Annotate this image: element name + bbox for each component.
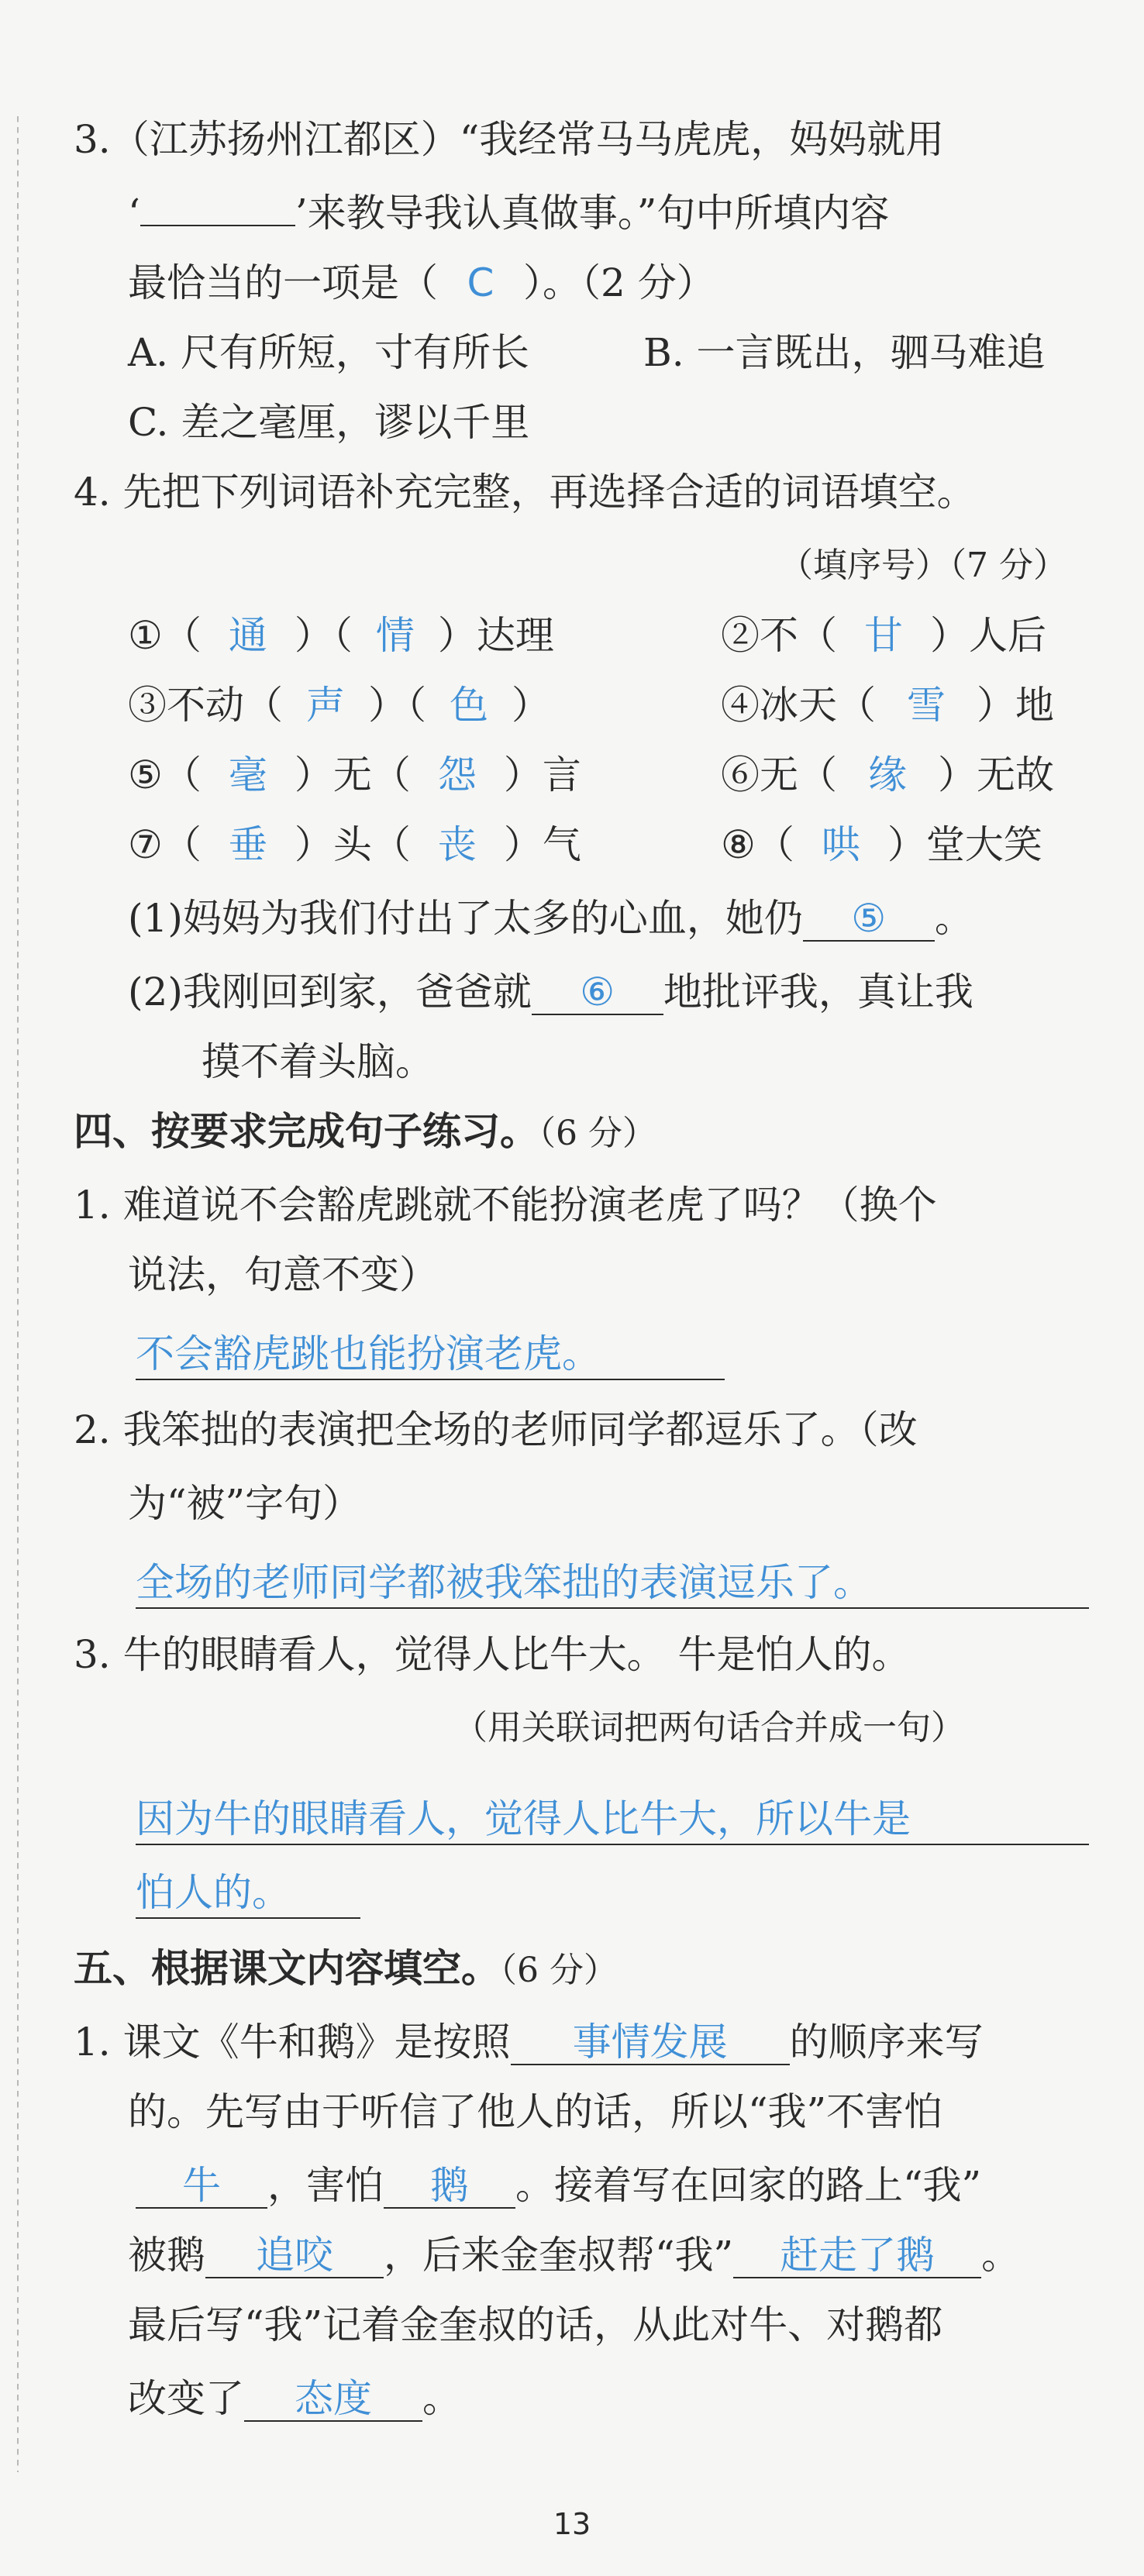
- text-fragment: (2)我刚回到家，爸爸就: [128, 969, 532, 1014]
- q4-item-8: [721, 821, 1042, 868]
- text-fragment: ）堂大笑: [887, 822, 1042, 867]
- text-fragment: ①（: [128, 613, 202, 658]
- q4-item-1-answer-2: 情: [375, 613, 415, 658]
- text-fragment: 。: [934, 896, 973, 941]
- text-fragment: ②不（: [721, 613, 837, 658]
- section-5-score: （6 分）: [500, 1951, 618, 1990]
- text-fragment: ⑤（: [128, 752, 202, 797]
- text-fragment: ③不动（: [128, 683, 283, 728]
- q4-item-1-answer-1: 通: [228, 613, 267, 658]
- sec5-line3: [136, 2162, 981, 2209]
- sec5-answer-drove-away: 赶走了鹅: [733, 2233, 981, 2278]
- text-fragment: ⑥无（: [721, 752, 837, 797]
- text-fragment: ）无故: [938, 752, 1054, 797]
- text-fragment: (1)妈妈为我们付出了太多的心血，她仍: [128, 896, 803, 941]
- q3-prompt: 最恰当的一项是（: [128, 260, 438, 305]
- section-5-title: 五、根据课文内容填空。: [74, 1946, 500, 1991]
- q3-line3: [128, 260, 715, 306]
- q3-score: ）。（2 分）: [523, 260, 715, 305]
- section-5-heading: [74, 1945, 618, 1994]
- text-fragment: 。: [981, 2233, 1021, 2278]
- q4-sentence-1-answer: ⑤: [803, 897, 935, 942]
- sec5-line5: 最后写“我”记着金奎叔的话，从此对牛、对鹅都: [128, 2302, 943, 2347]
- q4-item-5: [128, 752, 581, 798]
- q4-item-7-answer-1: 垂: [228, 822, 267, 867]
- text-fragment: 改变了: [128, 2376, 244, 2421]
- q4-sentence-1: [128, 895, 973, 942]
- q4-sentence-2-cont: 摸不着头脑。: [202, 1039, 434, 1084]
- sec5-line2: 的。先写由于听信了他人的话，所以“我”不害怕: [128, 2089, 943, 2134]
- q4-item-2-answer: 甘: [864, 613, 903, 658]
- sec5-answer-order: 事情发展: [511, 2020, 790, 2065]
- text-fragment: ，害怕: [267, 2163, 384, 2208]
- text-fragment: 的顺序来写: [789, 2020, 984, 2065]
- q4-sentence-2: [128, 969, 973, 1015]
- sec4-q1-answer-line: [136, 1329, 725, 1380]
- sec5-line1: [74, 2019, 984, 2065]
- q4-item-5-answer-2: 怨: [437, 752, 477, 797]
- text-fragment: 。: [422, 2376, 461, 2421]
- sec4-q2-answer: 全场的老师同学都被我笨拙的表演逗乐了。: [136, 1558, 1089, 1609]
- sec5-answer-attitude: 态度: [244, 2377, 422, 2422]
- sec4-q1-answer: 不会豁虎跳也能扮演老虎。: [136, 1329, 725, 1380]
- sec5-line6: [128, 2375, 461, 2422]
- q4-item-7: [128, 821, 581, 868]
- q3-option-b: B. 一言既出，驷马难追: [643, 330, 1046, 375]
- q3-quote-open: ‘: [128, 191, 140, 236]
- text-fragment: ⑦（: [128, 822, 202, 867]
- text-fragment: 。接着写在回家的路上“我”: [515, 2163, 982, 2208]
- text-fragment: ）言: [503, 752, 581, 797]
- q4-item-5-answer-1: 毫: [228, 752, 267, 797]
- sec5-answer-not-afraid: 牛: [136, 2164, 267, 2209]
- q4-item-3: [128, 682, 550, 728]
- sec4-q3-answer-line1: [136, 1794, 1089, 1845]
- text-fragment: ）头（: [294, 822, 411, 867]
- q4-item-6-answer: 缘: [868, 752, 907, 797]
- margin-dashed-line: [17, 116, 19, 2472]
- text-fragment: ）（: [368, 683, 426, 728]
- sec5-answer-afraid: 鹅: [384, 2164, 515, 2209]
- page-number: 13: [553, 2507, 591, 2541]
- section-4-title: 四、按要求完成句子练习。: [74, 1109, 539, 1154]
- text-fragment: ）地: [977, 683, 1054, 728]
- q4-item-8-answer: 哄: [821, 822, 860, 867]
- text-fragment: ④冰天（: [721, 683, 876, 728]
- text-fragment: ，后来金奎叔帮“我”: [384, 2233, 734, 2278]
- q3-line2: [128, 190, 889, 236]
- q4-item-7-answer-2: 丧: [437, 822, 477, 867]
- section-4-score: （6 分）: [539, 1114, 656, 1153]
- sec4-q2-answer-line: [136, 1558, 1089, 1609]
- sec4-q3-answer-part1: 因为牛的眼睛看人，觉得人比牛大，所以牛是: [136, 1794, 1089, 1845]
- q4-sentence-2-answer: ⑥: [532, 970, 663, 1015]
- q3-option-a: A. 尺有所短，寸有所长: [128, 330, 529, 375]
- q4-item-1: [128, 612, 554, 659]
- sec4-q2-line1: 2. 我笨拙的表演把全场的老师同学都逗乐了。（改: [74, 1407, 918, 1452]
- sec4-q3-answer-part2: 怕人的。: [136, 1868, 360, 1919]
- q3-line2-text: ’来教导我认真做事。”句中所填内容: [295, 191, 890, 236]
- text-fragment: ⑧（: [721, 822, 794, 867]
- text-fragment: 1. 课文《牛和鹅》是按照: [74, 2020, 511, 2065]
- q4-item-6: [721, 752, 1054, 798]
- q3-option-c: C. 差之毫厘，谬以千里: [128, 400, 530, 445]
- text-fragment: ）达理: [437, 613, 554, 658]
- sec4-q1-line1: 1. 难道说不会豁虎跳就不能扮演老虎了吗？（换个: [74, 1183, 937, 1228]
- text-fragment: ）气: [503, 822, 581, 867]
- q4-line1: 4. 先把下列词语补充完整，再选择合适的词语填空。: [74, 470, 976, 515]
- sec4-q3-note: （用关联词把两句话合并成一句）: [453, 1708, 965, 1748]
- q4-item-2: [721, 612, 1046, 659]
- text-fragment: ）: [512, 683, 550, 728]
- sec4-q3-answer-line2: [136, 1868, 360, 1919]
- q4-item-3-answer-2: 色: [450, 683, 488, 728]
- q4-note: （填序号）（7 分）: [779, 546, 1067, 585]
- text-fragment: 被鹅: [128, 2233, 205, 2278]
- sec4-q3-line1: 3. 牛的眼睛看人，觉得人比牛大。 牛是怕人的。: [74, 1632, 911, 1677]
- text-fragment: ）无（: [294, 752, 411, 797]
- sec4-q2-line2: 为“被”字句）: [128, 1481, 362, 1526]
- q4-item-4-answer: 雪: [907, 683, 946, 728]
- q3-blank: [140, 225, 295, 226]
- q3-line1: 3.（江苏扬州江都区）“我经常马马虎虎，妈妈就用: [74, 117, 945, 162]
- section-4-heading: [74, 1108, 656, 1157]
- q3-answer: C: [467, 260, 494, 305]
- q4-item-4: [721, 682, 1054, 728]
- sec5-answer-chased: 追咬: [205, 2233, 384, 2278]
- sec4-q1-line2: 说法，句意不变）: [128, 1252, 438, 1297]
- q4-item-3-answer-1: 声: [306, 683, 345, 728]
- text-fragment: 地批评我，真让我: [663, 969, 973, 1014]
- sec5-line4: [128, 2232, 1020, 2278]
- text-fragment: ）人后: [930, 613, 1046, 658]
- text-fragment: ）（: [294, 613, 353, 658]
